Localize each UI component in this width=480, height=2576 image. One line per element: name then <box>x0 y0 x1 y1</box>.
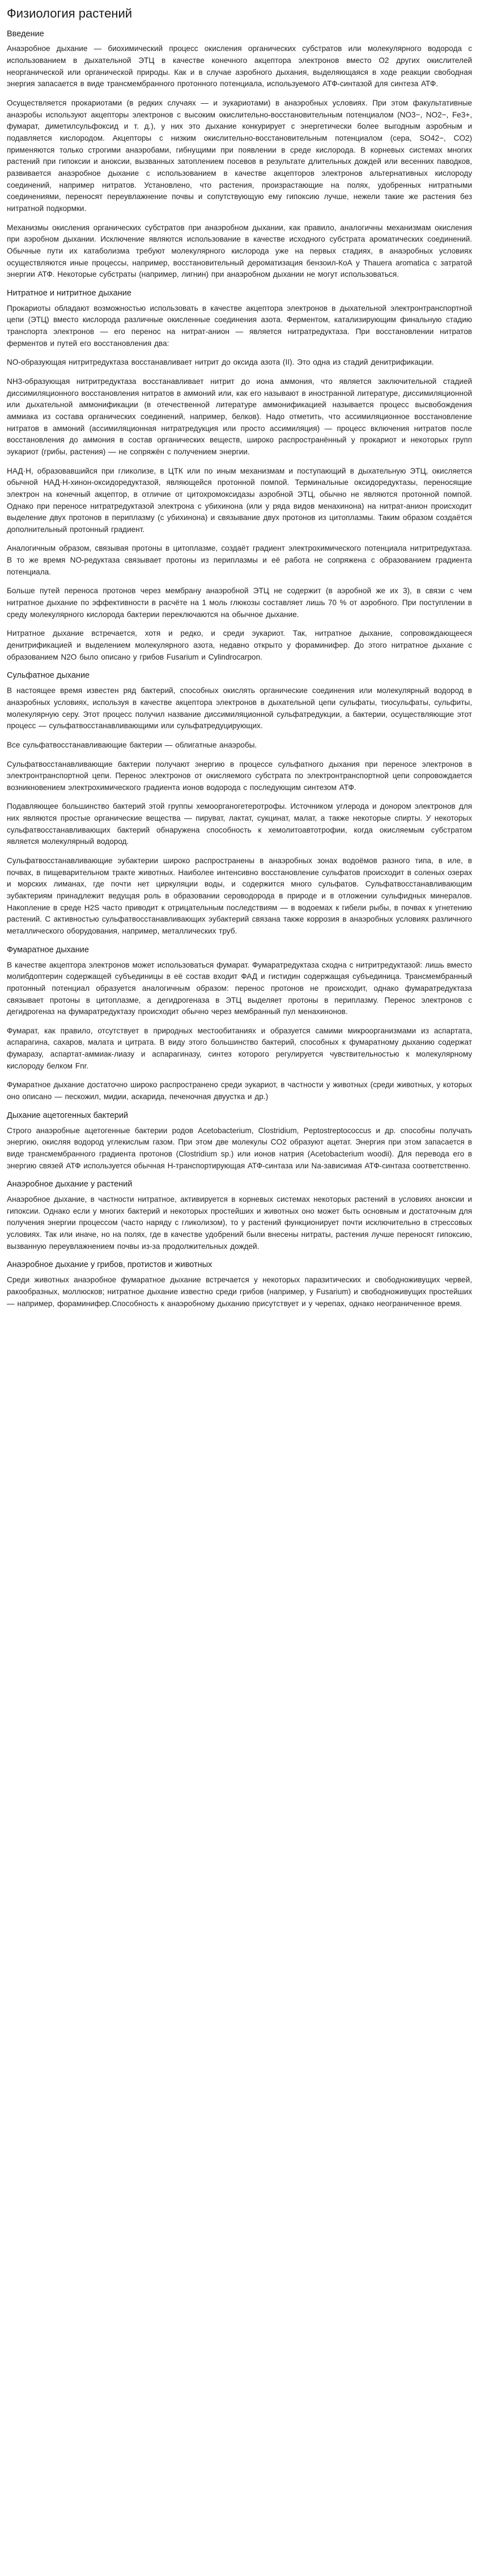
paragraph: НАД·Н, образовавшийся при гликолизе, в ЦТК или по иным механизмам и поступающий в дыхательную ЭТЦ, окисляется обычной НАД·Н-хинон-оксидоредуктазой, являющейся протонной помпой. Терминальные оксидоредуктазы, переносящие электрон на конечный акцептор, в отличие от цитохромоксидазы аэробной ЭТЦ, обычно не являются протонной помпой. Однако при переносе нитратредуктазой электрона с убихинона (или у ряда видов менахинона) на нитрат-анион происходит выделение двух протонов в периплазму (с убихинона) и связывание двух протонов из цитоплазмы. Таким образом создаётся дополнительный протонный градиент. <box>7 466 472 534</box>
paragraph: Сульфатвосстанавливающие эубактерии широко распространены в анаэробных зонах водоёмов разного типа, в иле, в почвах, в пищеварительном тракте животных. Наиболее интенсивно восстановление сульфатов происходит в соленых озерах и морских лиманах, где почти нет циркуляции воды, и содержится много сульфатов. Сульфатвосстанавливающим эубактериям принадлежит ведущая роль в образовании сероводорода в природе и в отложении сульфидных минералов. Накопление в среде H2S часто приводит к отрицательным последствиям — в водоемах к гибели рыбы, в почвах к угнетению растений. С активностью сульфатвосстанавливающих эубактерий связана также коррозия в анаэробных условиях различного металлического оборудования, например, металлических труб. <box>7 856 472 936</box>
paragraph: Осуществляется прокариотами (в редких случаях — и эукариотами) в анаэробных условиях. При этом факультативные анаэробы используют акцепторы электронов с высоким окислительно-восстановительным потенциалом (NO3−, NO2−, Fe3+, фумарат, диметилсульфоксид и т. д.), у них это дыхание конкурирует с энергетически более выгодным аэробным и подавляется кислородом. Акцепторы с низким окислительно-восстановительным потенциалом (сера, SO42−, CO2) применяются только строгими анаэробами, гибнущими при появлении в среде кислорода. В корневых системах многих растений при гипоксии и аноксии, вызванных затоплением посевов в результате длительных дождей или весенних паводков, развивается анаэробное дыхание с использованием в качестве акцепторов электронов альтернативных кислороду соединений, например нитратов. Установлено, что растения, произрастающие на полях, удобренных нитратными соединениями, переносят переувлажнение почвы и сопутствующую ему гипоксию лучше, нежели такие же растения без нитратной подкормки. <box>7 98 472 213</box>
paragraph: Фумарат, как правило, отсутствует в природных местообитаниях и образуется самими микроорганизмами из аспартата, аспарагина, сахаров, малата и цитрата. В виду этого большинство бактерий, способных к фумаратному дыханию содержат фумаразу, аспартат-аммиак-лиазу и аспарагиназу, синтез которого регулируется чувствительностью к молекулярному кислороду белком Fnr. <box>7 1026 472 1070</box>
section-heading: Фумаратное дыхание <box>7 945 89 955</box>
paragraph: Аналогичным образом, связывая протоны в цитоплазме, создаёт градиент электрохимического потенциала нитритредуктаза. В то же время NO-редуктаза связывает протоны из периплазмы и её работа не сопряжена с образованием градиента потенциала. <box>7 544 472 576</box>
paragraph: NO-образующая нитритредуктаза восстанавливает нитрит до оксида азота (II). Это одна из стадий денитрификации. <box>7 358 434 367</box>
paragraph: Механизмы окисления органических субстратов при анаэробном дыхании, как правило, аналогичны механизмам окисления при аэробном дыхании. Исключение являются использование в качестве исходного субстрата ароматических соединений. Обычные пути их катаболизма требуют молекулярного кислорода уже на первых стадиях, в анаэробных условиях осуществляются иные процессы, например, восстановительный дероматизация бензоил-КоА у Thauera aromatica с затратой энергии АТФ. Некоторые субстраты (например, лигнин) при анаэробном дыхании не могут использоваться. <box>7 223 472 279</box>
section-heading: Нитратное и нитритное дыхание <box>7 288 131 298</box>
paragraph: Больше путей переноса протонов через мембрану анаэробной ЭТЦ не содержит (в аэробной же их 3), в связи с чем нитратное дыхание по эффективности в расчёте на 1 моль глюкозы составляет лишь 70 % от аэробного. При поступлении в среду молекулярного кислорода бактерии переключаются на обычное дыхание. <box>7 586 472 619</box>
paragraph: Подавляющее большинство бактерий этой группы хемоорганогетеротрофы. Источником углерода и донором электронов для них являются простые органические вещества — пируват, лактат, сукцинат, малат, а также некоторые спирты. У некоторых сульфатвосстанавливающих бактерий обнаружена способность к хемолитоавтотрофии, когда окисляемым субстратом является молекулярный водород. <box>7 802 472 846</box>
paragraph: Среди животных анаэробное фумаратное дыхание встречается у некоторых паразитических и свободноживущих червей, ракообразных, моллюсков; нитратное дыхание известно среди грибов (например, у Fusarium) и свободноживущих простейших — например, фораминифер.Способность к анаэробному дыханию присутствует и у черепах, однако неограниченное время. <box>7 1276 472 1308</box>
section-heading: Дыхание ацетогенных бактерий <box>7 1110 129 1120</box>
paragraph: Фумаратное дыхание достаточно широко распространено среди эукариот, в частности у животных (среди животных, у которых оно описано — пескожил, мидии, аскарида, печеночная двуустка и др.) <box>7 1080 472 1101</box>
section-heading: Анаэробное дыхание у растений <box>7 1180 133 1189</box>
paragraph: Нитратное дыхание встречается, хотя и редко, и среди эукариот. Так, нитратное дыхание, сопровождающееся денитрификацией и выделением молекулярного азота, недавно открыто у фораминифер. До этого нитратное дыхание с образованием N2O было описано у грибов Fusarium и Cylindrocarpon. <box>7 629 472 661</box>
paragraph: NH3-образующая нитритредуктаза восстанавливает нитрит до иона аммония, что является заключительной стадией диссимиляционного восстановления нитратов в аммоний или, как его называют в иностранной литературе, диссимиляционной или дыхательной аммонификации (в отечественной литературе аммонификацией называется процесс высвобождения аммиака из состава органических соединений, например, белков). Надо отметить, что ассимиляционное восстановление нитратов в аммоний (ассимиляционная нитратредукция или просто ассимиляция) — процесс включения нитратов после восстановления до аммония в состав органических веществ, широко распространённый у прокариот и некоторых групп эукариот (грибы, растения) — не сопряжён с получением энергии. <box>7 377 472 456</box>
paragraph: В настоящее время известен ряд бактерий, способных окислять органические соединения или молекулярный водород в анаэробных условиях, используя в качестве акцептора электронов в дыхательной цепи сульфаты, тиосульфаты, сульфиты, молекулярную серу. Этот процесс получил название диссимиляционной сульфатредукции, а бактерии, осуществляющие этот процесс — сульфатвосстанавливающими или сульфатредуцирующих. <box>7 686 472 730</box>
paragraph: Прокариоты обладают возможностью использовать в качестве акцептора электронов в дыхательной электронтранспортной цепи (ЭТЦ) вместо кислорода различные окисленные соединения азота. Ферментом, катализирующим финальную стадию транспорта электронов — его перенос на нитрат-анион — является нитратредуктаза. При восстановлении нитратов ферментов и путей его восстановления два: <box>7 303 472 348</box>
paragraph: Сульфатвосстанавливающие бактерии получают энергию в процессе сульфатного дыхания при переносе электронов в электронтранспортной цепи. Перенос электронов от окисляемого субстрата по электронтранспортной цепи сопровождается возникновением электрохимического градиента ионов водорода с последующим синтезом АТФ. <box>7 759 472 792</box>
paragraph: Анаэробное дыхание — биохимический процесс окисления органических субстратов или молекулярного водорода с использованием в дыхательной ЭТЦ в качестве конечного акцептора электронов вместо O2 других окислителей неорганической или органической природы. Как и в случае аэробного дыхания, выделяющаяся в ходе реакции свободная энергия запасается в виде трансмембранного протонного потенциала, используемого АТФ-синтазой для синтеза АТФ. <box>7 44 472 88</box>
section-heading: Введение <box>7 29 44 39</box>
paragraph: Анаэробное дыхание, в частности нитратное, активируется в корневых системах некоторых растений в условиях аноксии и гипоксии. Однако если у многих бактерий и некоторых простейших и животных оно может быть основным и достаточным для получения энергии процессом (часто наряду с гликолизом), то у растений функционирует почти исключительно в стрессовых условиях. Так или иначе, но на полях, где в качестве удобрений были внесены нитраты, растения лучше переносят гипоксию, вызванную переувлажнением почвы из-за продолжительных дождей. <box>7 1195 472 1251</box>
page-title: Физиология растений <box>7 6 133 20</box>
paragraph: Все сульфатвосстанавливающие бактерии — облигатные анаэробы. <box>7 740 257 749</box>
article-body <box>7 29 472 1310</box>
paragraph: В качестве акцептора электронов может использоваться фумарат. Фумаратредуктаза сходна с нитритредуктазой: лишь вместо молибдоптерин содержащей субъединицы в её состав входит ФАД и гистидин содержащая субъединица. Трансмембранный протонный потенциал образуется аналогичным образом: перенос протонов не происходит, однако фумаратредуктаза связывает протоны в цитоплазме, а дегидрогеназа в ЭТЦ выделяет протоны в периплазму. Перенос электронов с дегидрогеназ на фумаратредуктазу происходит обычно через мембранный пул менахинонов. <box>7 960 472 1016</box>
section-heading: Анаэробное дыхание у грибов, протистов и животных <box>7 1260 213 1270</box>
paragraph: Строго анаэробные ацетогенные бактерии родов Acetobacterium, Clostridium, Peptostreptococcus и др. способны получать энергию, окисляя водород углекислым газом. При этом две молекулы CO2 образуют ацетат. Энергия при этом запасается в виде трансмембранного градиента протонов (Clostridium sp.) или ионов натрия (Acetobacterium woodii). Для перевода его в энергию связей АТФ используется обычная H-транспортирующая АТФ-синтаза или Na-зависимая АТФ-синтаза соответственно. <box>7 1126 472 1170</box>
section-heading: Сульфатное дыхание <box>7 671 90 681</box>
